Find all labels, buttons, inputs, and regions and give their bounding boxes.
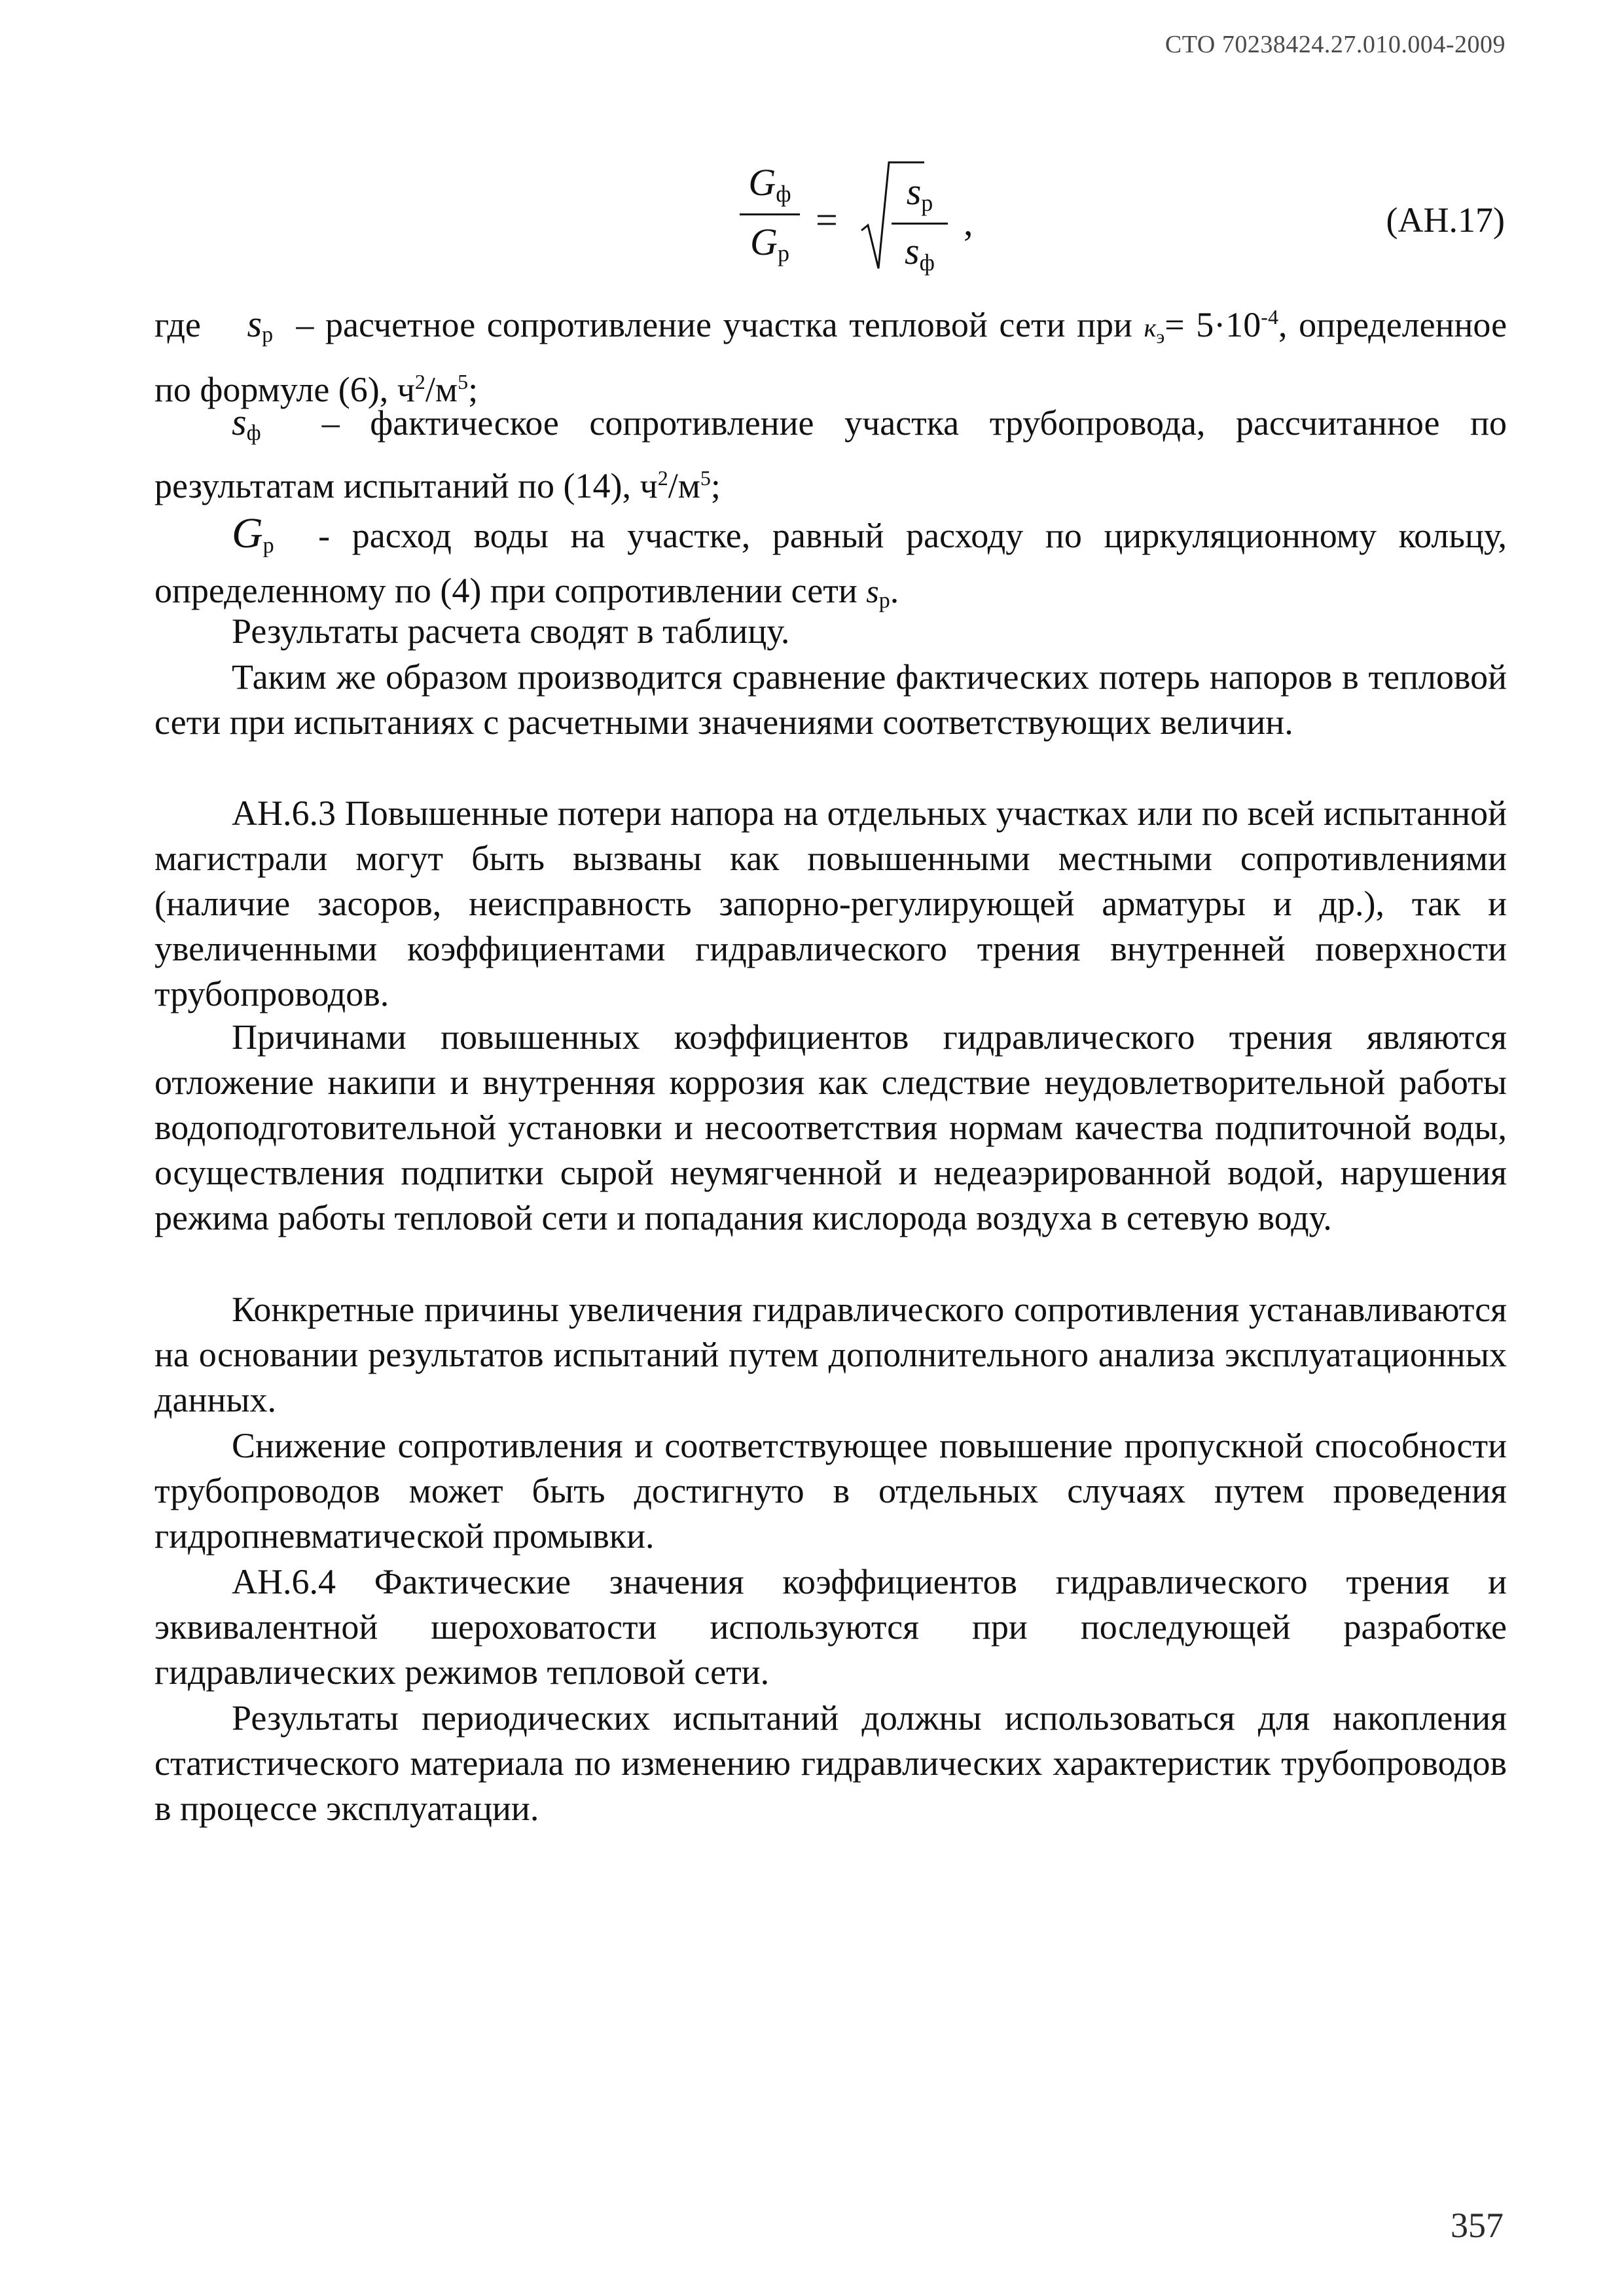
definition-sp: где sр – расчетное сопротивление участка тепловой сети при $кэ= 5\cdot 10^{-4}$, определенное по формуле (6), $ч^2/м^5$;: [154, 302, 1507, 409]
paragraph-specific-causes: Конкретные причины увеличения гидравлического сопротивления устанавливаются на основании результатов испытаний путем дополнительного анализа эксплуатационных данных.: [154, 1290, 1507, 1419]
formula-comma: ,: [964, 201, 973, 244]
fraction-bar: [740, 213, 800, 215]
formula-right-numerator: $s_р$: [906, 170, 933, 216]
fraction-bar: [892, 223, 948, 225]
definition-gp: Gр - расход воды на участке, равный расходу по циркуляционному кольцу, определенному по (4) при сопротивлении сети sр.: [154, 509, 1507, 613]
paragraph-causes: Причинами повышенных коэффициентов гидравлического трения являются отложение накипи и внутренняя коррозия как следствие неудовлетворительной работы водоподготовительной установки и несоответствия нормам качества подпиточной воды, осуществления подпитки сырой неумягченной и недеаэрированной водой, нарушения режима работы тепловой сети и попадания кислорода воздуха в сетевую воду.: [154, 1017, 1507, 1237]
paragraph-results-table: Результаты расчета сводят в таблицу.: [232, 611, 790, 651]
formula-left-fraction: [740, 161, 800, 266]
definition-sf: sф – фактическое сопротивление участка трубопровода, рассчитанное по результатам испытаний по (14), $ч^2/м^5$;: [154, 401, 1507, 505]
formula-number-label: (АН.17): [1386, 200, 1505, 240]
paragraph-ah-6-4: АН.6.4 Фактические значения коэффициентов гидравлического трения и эквивалентной шероховатости используются при последующей разработке гидравлических режимов тепловой сети.: [154, 1562, 1507, 1692]
page-number: 357: [1451, 2206, 1504, 2245]
formula-left-denominator: $G_р$: [750, 221, 789, 266]
paragraph-flushing: Снижение сопротивления и соответствующее повышение пропускной способности трубопроводов может быть достигнуто в отдельных случаях путем проведения гидропневматической промывки.: [154, 1426, 1507, 1556]
formula-right-denominator: $s_ф$: [905, 230, 935, 276]
paragraph-ah-6-3: АН.6.3 Повышенные потери напора на отдельных участках или по всей испытанной магистрали могут быть вызваны как повышенными местными сопротивлениями (наличие засоров, неисправность запорно-регулирующей арматуры и др.), так и увеличенными коэффициентами гидравлического трения внутренней поверхности трубопроводов.: [154, 793, 1507, 1013]
paragraph-periodic-tests: Результаты периодических испытаний должны использоваться для накопления статистического материала по изменению гидравлических характеристик трубопроводов в процессе эксплуатации.: [154, 1698, 1507, 1828]
formula-equals-sign: =: [816, 198, 838, 242]
formula-left-numerator: $G_ф$: [748, 161, 791, 207]
document-code-header: СТО 70238424.27.010.004-2009: [1164, 31, 1506, 58]
paragraph-comparison: Таким же образом производится сравнение фактических потерь напоров в тепловой сети при испытаниях с расчетными значениями соответствующих величин.: [154, 657, 1507, 742]
formula-right-fraction: [892, 170, 948, 276]
